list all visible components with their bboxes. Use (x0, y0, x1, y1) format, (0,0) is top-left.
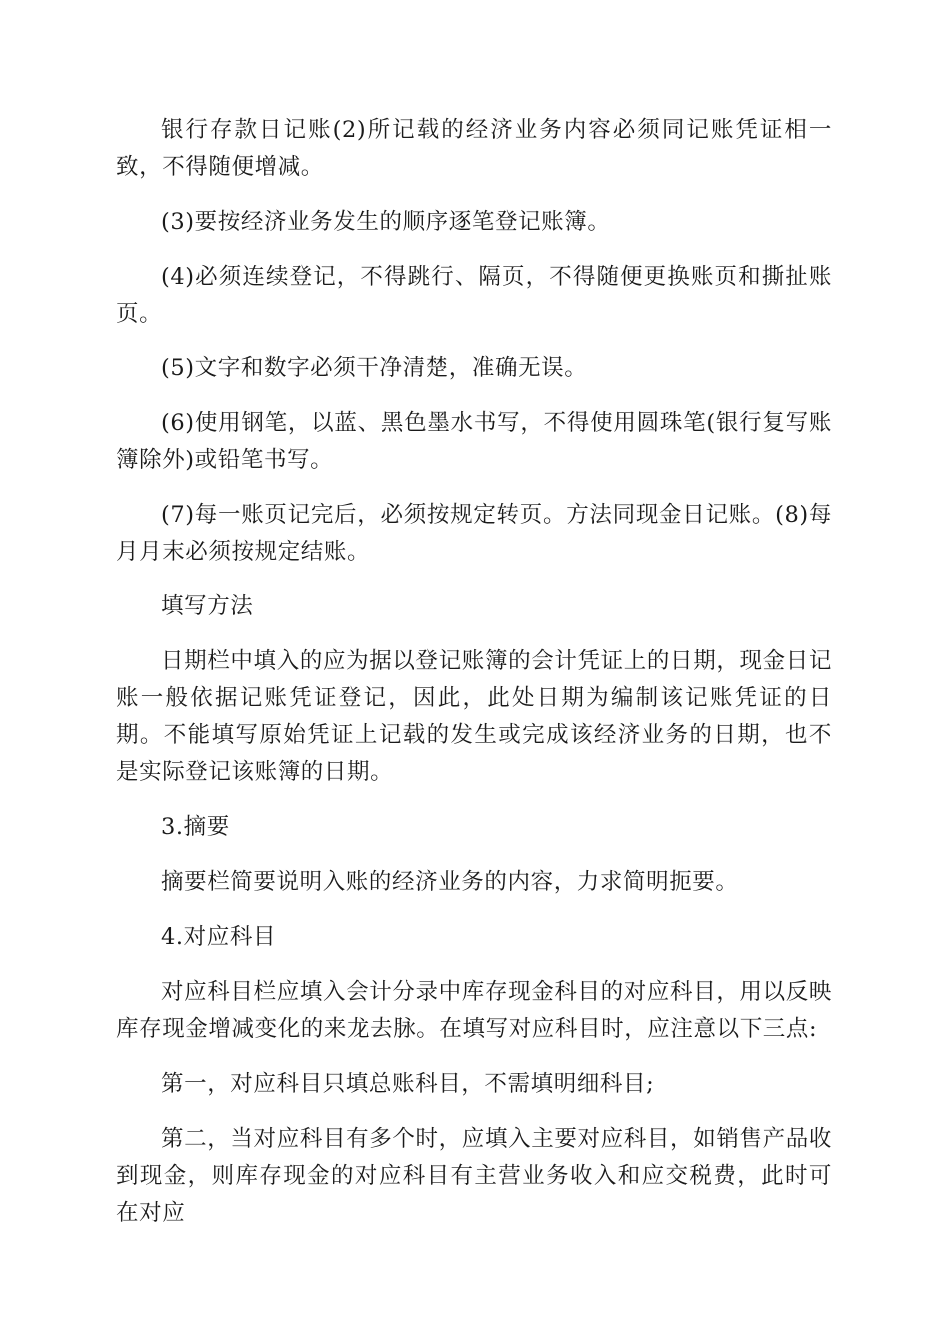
section-heading-corresponding-account: 4.对应科目 (161, 924, 277, 950)
paragraph-rule-3: (3)要按经济业务发生的顺序逐笔登记账簿。 (161, 209, 611, 235)
paragraph-point-one: 第一，对应科目只填总账科目，不需填明细科目; (161, 1071, 655, 1097)
paragraph-corresponding-account: 对应科目栏应填入会计分录中库存现金科目的对应科目，用以反映库存现金增减变化的来龙去脉。在填写对应科目时，应注意以下三点: (116, 979, 832, 1042)
section-heading-summary: 3.摘要 (161, 814, 230, 840)
paragraph-rule-6: (6)使用钢笔，以蓝、黑色墨水书写，不得使用圆珠笔(银行复写账簿除外)或铅笔书写。 (116, 410, 832, 473)
paragraph-rule-7-8: (7)每一账页记完后，必须按规定转页。方法同现金日记账。(8)每月月末必须按规定结账。 (116, 502, 832, 565)
paragraph-rule-5: (5)文字和数字必须干净清楚，准确无误。 (161, 355, 588, 381)
paragraph-summary-column: 摘要栏简要说明入账的经济业务的内容，力求简明扼要。 (161, 869, 739, 895)
paragraph-date-column: 日期栏中填入的应为据以登记账簿的会计凭证上的日期，现金日记账一般依据记账凭证登记，因此，此处日期为编制该记账凭证的日期。不能填写原始凭证上记载的发生或完成该经济业务的日期，也不是实际登记该账簿的日期。 (116, 648, 832, 785)
paragraph-point-two: 第二，当对应科目有多个时，应填入主要对应科目，如销售产品收到现金，则库存现金的对应科目有主营业务收入和应交税费，此时可在对应 (116, 1126, 832, 1226)
section-heading-fill-method: 填写方法 (161, 593, 254, 619)
paragraph-rule-4: (4)必须连续登记，不得跳行、隔页，不得随便更换账页和撕扯账页。 (116, 264, 832, 327)
paragraph-bank-deposit-journal: 银行存款日记账(2)所记载的经济业务内容必须同记账凭证相一致，不得随便增减。 (116, 117, 832, 180)
